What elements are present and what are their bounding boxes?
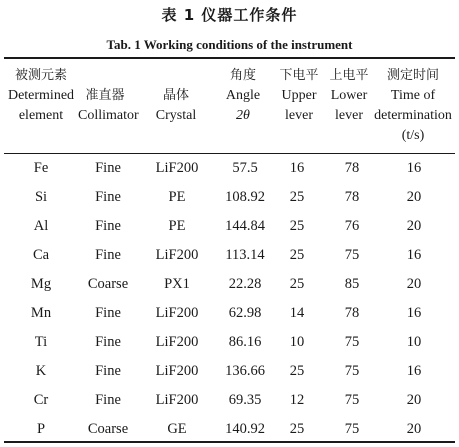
cell-lower-level: 25 [289, 247, 305, 263]
header-lower-level-cn: 下电平 [279, 68, 319, 83]
header-upper-level-cn: 上电平 [329, 68, 369, 83]
header-collimator [78, 86, 139, 126]
cell-angle: 136.66 [225, 363, 265, 379]
table-row [4, 305, 455, 329]
cell-collimator: Fine [95, 334, 121, 350]
cell-upper-level: 78 [344, 305, 360, 321]
cell-element: P [36, 421, 46, 437]
header-upper-level-en-1: Lower [330, 88, 368, 103]
cell-angle: 108.92 [225, 189, 265, 205]
table-row [4, 160, 455, 184]
table-row [4, 392, 455, 416]
cell-crystal: PX1 [164, 276, 190, 292]
header-element [4, 66, 78, 126]
cell-angle: 69.35 [228, 392, 262, 408]
cell-crystal: LiF200 [155, 160, 199, 176]
cell-time: 20 [406, 421, 422, 437]
table-row [4, 189, 455, 213]
cell-angle: 144.84 [225, 218, 265, 234]
cell-angle: 86.16 [228, 334, 262, 350]
cell-crystal: LiF200 [155, 247, 199, 263]
cell-element: Cr [33, 392, 49, 408]
header-lower-level [273, 66, 325, 126]
cell-upper-level: 76 [344, 218, 360, 234]
cell-lower-level: 10 [289, 334, 305, 350]
cell-element: Fe [33, 160, 49, 176]
header-time-en-2: determination [374, 108, 452, 123]
cell-angle: 113.14 [225, 247, 265, 263]
cell-lower-level: 25 [289, 218, 305, 234]
cell-collimator: Fine [95, 305, 121, 321]
header-crystal [148, 86, 204, 126]
table-row [4, 334, 455, 358]
header-upper-level-en-2: lever [335, 108, 363, 123]
table-row [4, 276, 455, 300]
cell-collimator: Coarse [87, 276, 129, 292]
cell-element: Al [33, 218, 49, 234]
header-collimator-en: Collimator [78, 108, 139, 123]
table-title-cn: 表 1 仪器工作条件 [161, 6, 298, 24]
bottom-rule [4, 441, 455, 443]
cell-crystal: LiF200 [155, 363, 199, 379]
cell-upper-level: 75 [344, 421, 360, 437]
header-lower-level-en-2: lever [285, 108, 313, 123]
cell-upper-level: 78 [344, 160, 360, 176]
header-element-cn: 被测元素 [14, 68, 67, 83]
header-upper-level [325, 66, 373, 126]
header-crystal-cn: 晶体 [162, 88, 189, 103]
header-element-en-1: Determined [7, 88, 75, 103]
cell-element: K [35, 363, 47, 379]
table-row [4, 247, 455, 271]
cell-angle: 140.92 [225, 421, 265, 437]
cell-lower-level: 25 [289, 276, 305, 292]
cell-collimator: Fine [95, 363, 121, 379]
cell-lower-level: 25 [289, 421, 305, 437]
header-time-en-1: Time of [390, 88, 436, 103]
table-row [4, 218, 455, 242]
cell-lower-level: 14 [289, 305, 305, 321]
cell-crystal: LiF200 [155, 305, 199, 321]
cell-element: Mn [30, 305, 52, 321]
cell-angle: 22.28 [228, 276, 262, 292]
cell-lower-level: 25 [289, 363, 305, 379]
header-element-en-2: element [18, 108, 64, 123]
header-angle-symbol: 2θ [236, 108, 250, 123]
cell-crystal: GE [167, 421, 187, 437]
header-crystal-en: Crystal [155, 108, 197, 123]
cell-element: Ca [32, 247, 50, 263]
cell-time: 16 [406, 305, 422, 321]
header-lower-level-en-1: Upper [281, 88, 317, 103]
cell-time: 20 [406, 218, 422, 234]
cell-time: 20 [406, 276, 422, 292]
cell-lower-level: 25 [289, 189, 305, 205]
cell-collimator: Fine [95, 189, 121, 205]
cell-time: 20 [406, 392, 422, 408]
header-time-cn: 测定时间 [386, 68, 439, 83]
cell-element: Si [34, 189, 48, 205]
top-rule [4, 57, 455, 59]
cell-upper-level: 85 [344, 276, 360, 292]
cell-angle: 57.5 [232, 160, 258, 176]
cell-lower-level: 12 [289, 392, 305, 408]
cell-collimator: Coarse [87, 421, 129, 437]
header-angle-cn: 角度 [229, 68, 256, 83]
cell-crystal: PE [168, 218, 186, 234]
cell-time: 16 [406, 160, 422, 176]
header-rule [4, 153, 455, 154]
cell-lower-level: 16 [289, 160, 305, 176]
cell-collimator: Fine [95, 160, 121, 176]
cell-angle: 62.98 [228, 305, 262, 321]
cell-crystal: LiF200 [155, 334, 199, 350]
cell-upper-level: 75 [344, 363, 360, 379]
cell-time: 16 [406, 363, 422, 379]
cell-collimator: Fine [95, 218, 121, 234]
cell-crystal: LiF200 [155, 392, 199, 408]
cell-time: 20 [406, 189, 422, 205]
cell-crystal: PE [168, 189, 186, 205]
header-collimator-cn: 准直器 [85, 88, 125, 103]
cell-time: 10 [406, 334, 422, 350]
header-time [369, 66, 457, 146]
header-angle-en: Angle [225, 88, 261, 103]
table-row [4, 363, 455, 387]
cell-upper-level: 78 [344, 189, 360, 205]
table-title-en: Tab. 1 Working conditions of the instrument [106, 37, 353, 52]
cell-element: Ti [34, 334, 48, 350]
cell-collimator: Fine [95, 392, 121, 408]
header-angle [213, 66, 273, 126]
cell-element: Mg [30, 276, 52, 292]
header-time-en-3: (t/s) [401, 128, 425, 143]
cell-time: 16 [406, 247, 422, 263]
cell-upper-level: 75 [344, 247, 360, 263]
cell-collimator: Fine [95, 247, 121, 263]
cell-upper-level: 75 [344, 334, 360, 350]
cell-upper-level: 75 [344, 392, 360, 408]
